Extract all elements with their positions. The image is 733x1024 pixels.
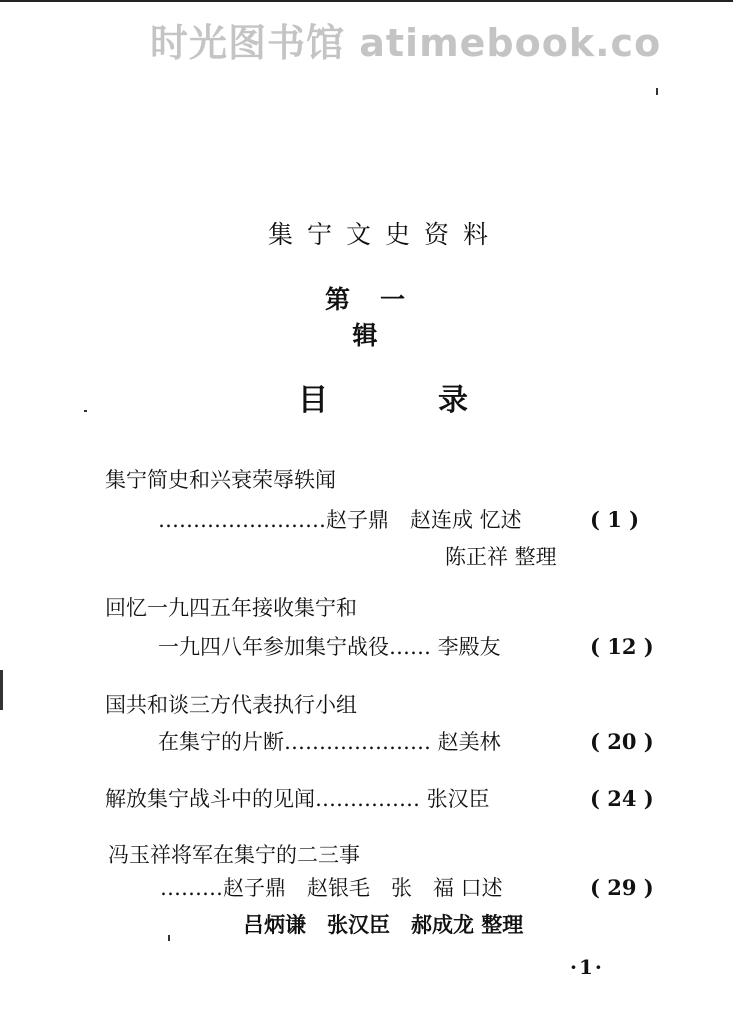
- volume-number: 第一辑: [324, 285, 435, 350]
- series-title: 集宁文史资料: [267, 220, 502, 249]
- toc-entry-2-page: ( 12 ): [590, 634, 654, 659]
- toc-entry-5-authors: ………赵子鼎 赵银毛 张 福 口述: [160, 876, 503, 900]
- scan-edge-mark: [0, 670, 3, 710]
- toc-entry-5-title: 冯玉祥将军在集宁的二三事: [108, 843, 360, 867]
- toc-entry-5-editors: 吕炳谦 张汉臣 郝成龙 整理: [243, 912, 524, 937]
- toc-entry-3-title-cont: 在集宁的片断………………… 赵美林: [158, 730, 501, 754]
- toc-entry-2-title: 回忆一九四五年接收集宁和: [105, 596, 357, 620]
- page-number: ·1·: [570, 955, 604, 979]
- scan-speck: [656, 88, 658, 95]
- toc-entry-4-page: ( 24 ): [590, 786, 654, 811]
- toc-entry-1-page: ( 1 ): [590, 507, 640, 532]
- toc-heading-left: 目: [298, 383, 328, 418]
- watermark: 时光图书馆 atimebook.co: [150, 21, 662, 62]
- top-border-line: [0, 0, 733, 2]
- toc-entry-3-page: ( 20 ): [590, 729, 654, 754]
- scan-speck: [84, 410, 87, 412]
- toc-entry-1-authors: ……………………赵子鼎 赵连成 忆述: [158, 508, 522, 532]
- toc-entry-4-title: 解放集宁战斗中的见闻…………… 张汉臣: [105, 787, 490, 811]
- toc-heading-right: 录: [438, 383, 468, 418]
- toc-entry-5-page: ( 29 ): [590, 875, 654, 900]
- toc-entry-1-editor: 陈正祥 整理: [445, 545, 557, 569]
- toc-entry-2-title-cont: 一九四八年参加集宁战役…… 李殿友: [158, 635, 501, 659]
- toc-entry-3-title: 国共和谈三方代表执行小组: [105, 693, 357, 717]
- scan-speck: [168, 935, 170, 941]
- toc-entry-1-title: 集宁简史和兴衰荣辱轶闻: [105, 468, 336, 492]
